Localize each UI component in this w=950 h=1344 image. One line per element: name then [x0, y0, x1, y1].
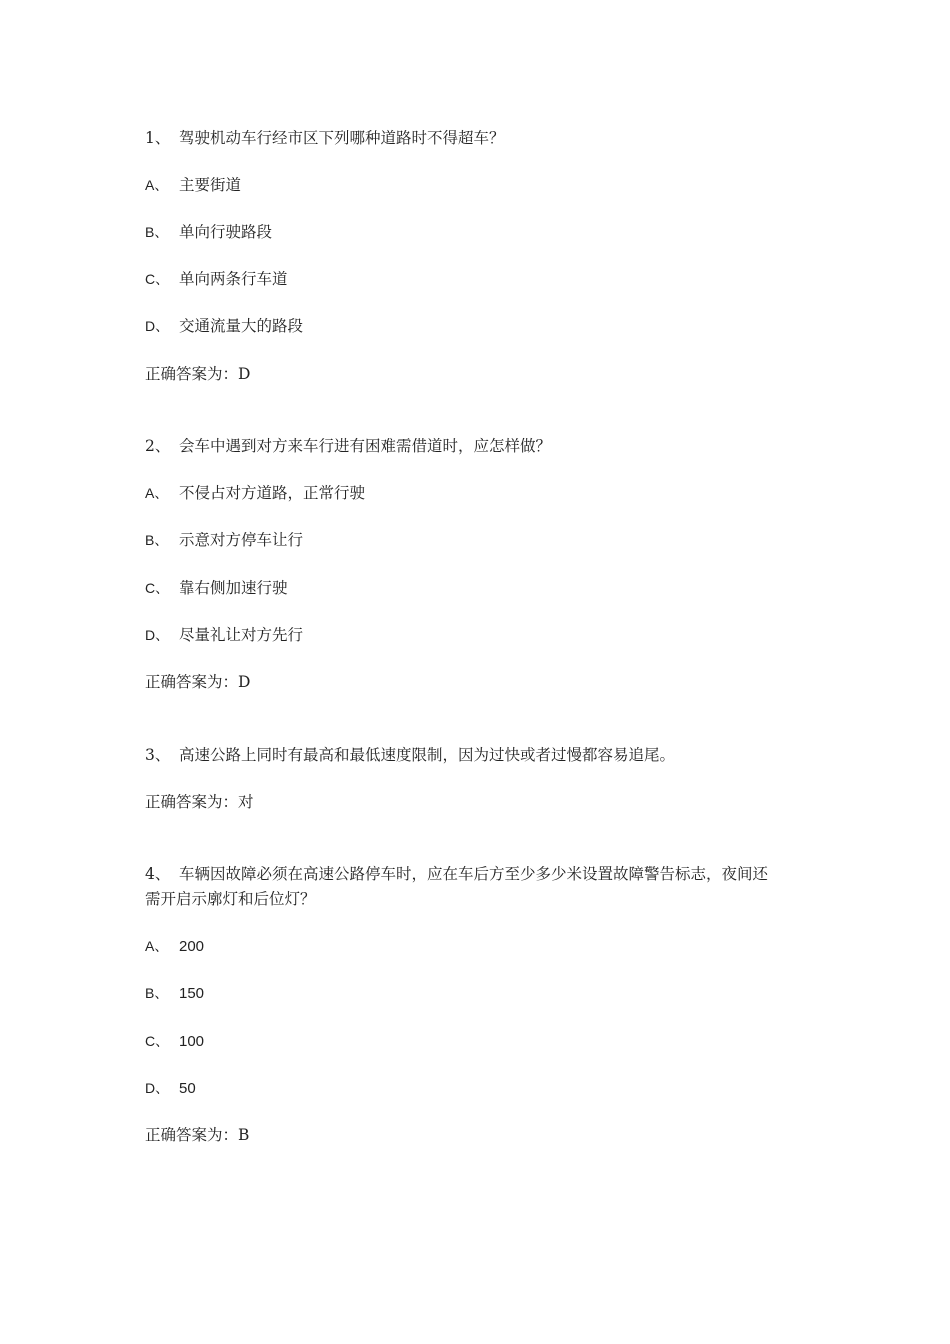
question-2-answer: 正确答案为：D — [145, 673, 251, 691]
option-text: 主要街道 — [179, 176, 242, 194]
question-3 — [145, 744, 675, 766]
option-text: 200 — [179, 938, 205, 955]
question-1-option-b — [145, 221, 272, 243]
question-text: 高速公路上同时有最高和最低速度限制，因为过快或者过慢都容易追尾。 — [179, 746, 676, 764]
question-2-option-b — [145, 529, 303, 551]
question-4-continuation: 需开启示廓灯和后位灯？ — [145, 890, 316, 908]
option-letter: A、 — [145, 938, 169, 954]
question-4-answer: 正确答案为：B — [145, 1126, 250, 1144]
option-letter: D、 — [145, 627, 170, 643]
question-4 — [145, 863, 768, 885]
option-letter: C、 — [145, 271, 170, 287]
question-1 — [145, 127, 505, 149]
question-1-answer: 正确答案为：D — [145, 365, 251, 383]
question-1-option-c — [145, 268, 288, 290]
question-4-option-a — [145, 935, 204, 958]
question-text: 会车中遇到对方来车行进有困难需借道时，应怎样做？ — [179, 437, 552, 455]
option-letter: B、 — [145, 985, 169, 1001]
option-text: 100 — [179, 1033, 205, 1050]
option-text: 交通流量大的路段 — [179, 317, 304, 335]
question-1-option-a — [145, 174, 241, 196]
option-text: 不侵占对方道路，正常行驶 — [179, 484, 366, 502]
question-number: 4、 — [145, 865, 171, 883]
option-letter: D、 — [145, 1080, 170, 1096]
option-text: 单向行驶路段 — [179, 223, 273, 241]
question-number: 1、 — [145, 129, 171, 147]
question-4-option-b — [145, 982, 204, 1005]
question-2-option-a — [145, 482, 365, 504]
question-2-option-d — [145, 624, 303, 646]
option-letter: A、 — [145, 177, 169, 193]
question-number: 2、 — [145, 437, 171, 455]
question-number: 3、 — [145, 746, 171, 764]
option-letter: B、 — [145, 224, 169, 240]
option-letter: A、 — [145, 485, 169, 501]
question-4-option-d — [145, 1077, 196, 1100]
question-1-option-d — [145, 315, 303, 337]
question-4-option-c — [145, 1030, 204, 1053]
option-letter: C、 — [145, 580, 170, 596]
question-2 — [145, 435, 551, 457]
question-text-line-1: 车辆因故障必须在高速公路停车时，应在车后方至少多少米设置故障警告标志，夜间还 — [179, 865, 769, 883]
option-letter: C、 — [145, 1033, 170, 1049]
question-2-option-c — [145, 577, 288, 599]
question-text: 驾驶机动车行经市区下列哪种道路时不得超车？ — [179, 129, 505, 147]
option-letter: B、 — [145, 532, 169, 548]
question-3-answer: 正确答案为：对 — [145, 793, 254, 811]
option-text: 单向两条行车道 — [179, 270, 288, 288]
option-text: 尽量礼让对方先行 — [179, 626, 304, 644]
option-text: 150 — [179, 985, 205, 1002]
option-text: 示意对方停车让行 — [179, 531, 304, 549]
option-text: 靠右侧加速行驶 — [179, 579, 288, 597]
option-text: 50 — [179, 1080, 196, 1097]
option-letter: D、 — [145, 318, 170, 334]
